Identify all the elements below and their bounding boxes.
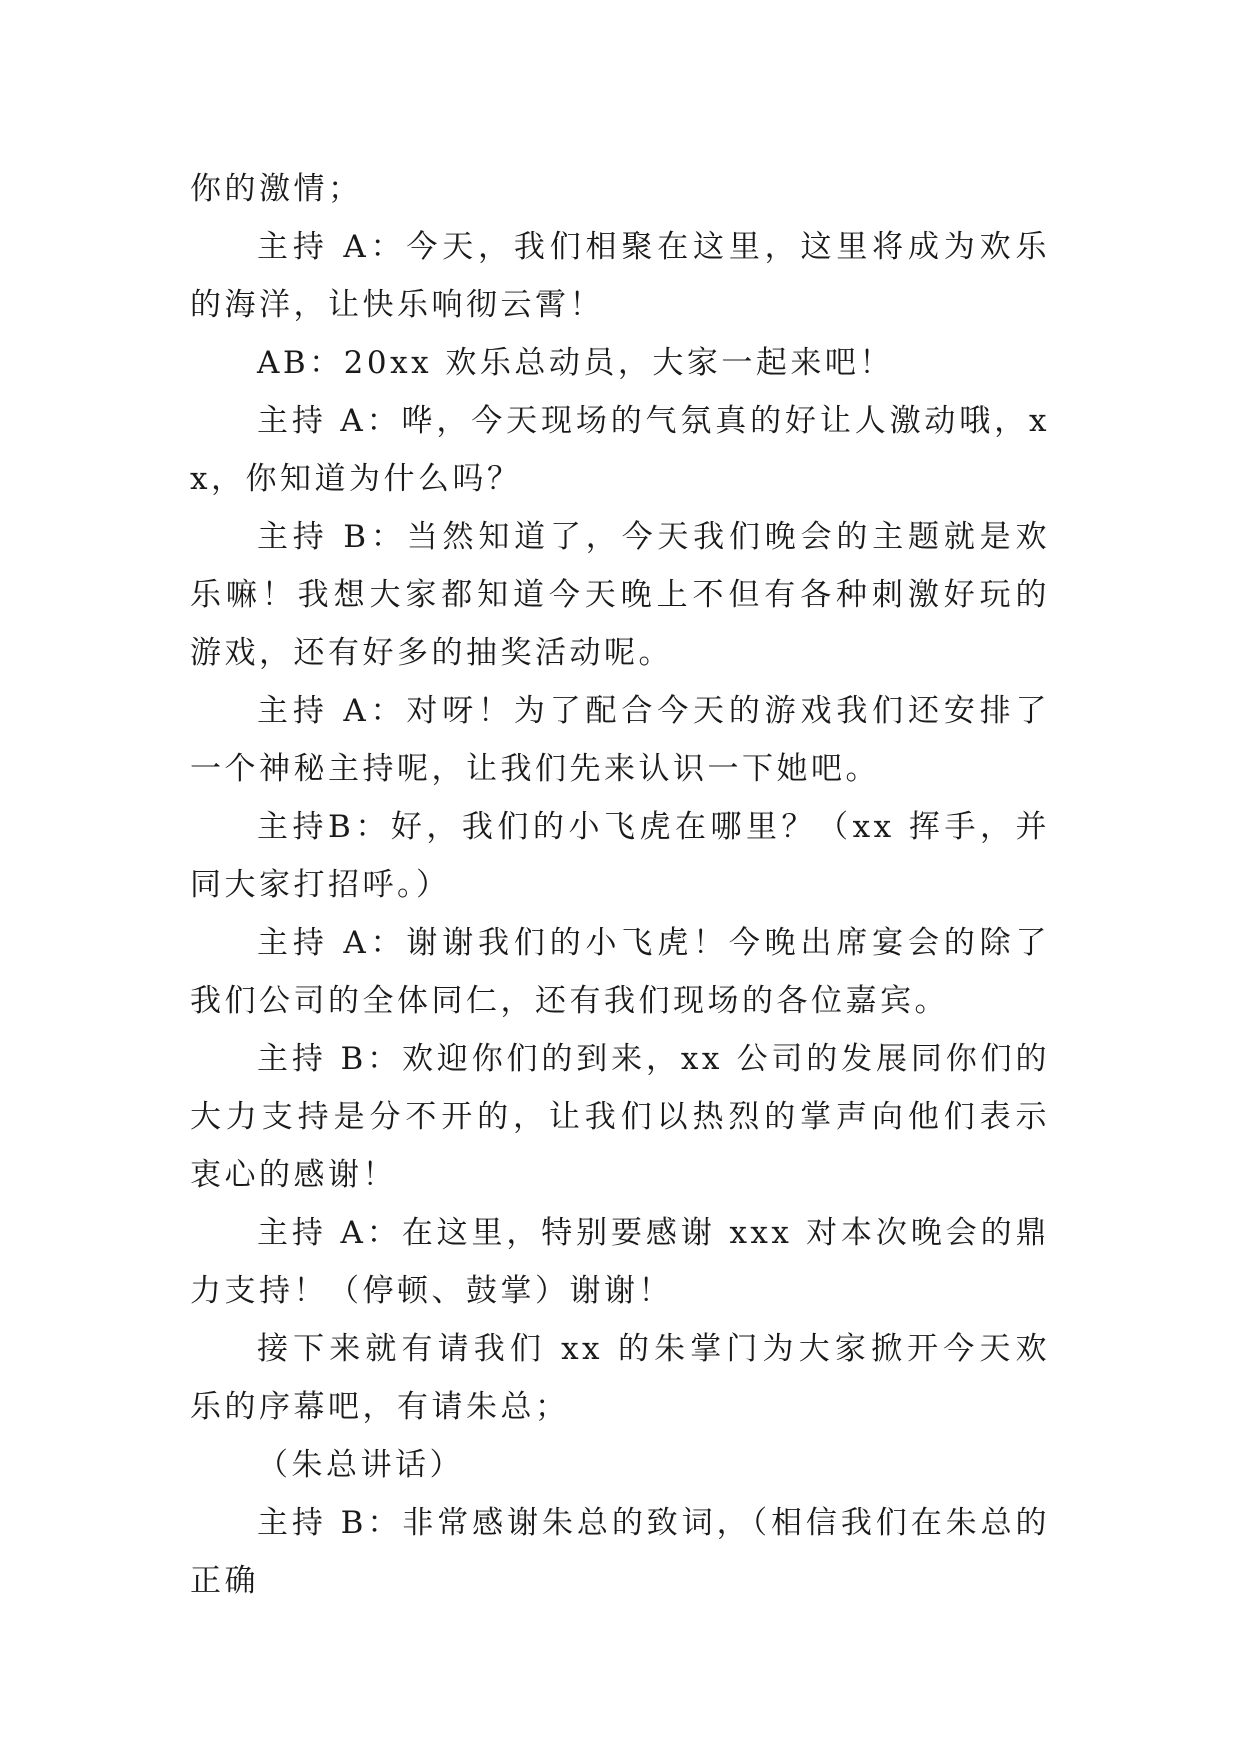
paragraph: 你的激情； [190, 171, 363, 207]
paragraph: 主持 A：谢谢我们的小飞虎！今晚出席宴会的除了我们公司的全体同仁，还有我们现场的各位嘉宾。 [190, 925, 1050, 1019]
paragraph: 主持 A：在这里，特别要感谢 xxx 对本次晚会的鼎力支持！（停顿、鼓掌）谢谢！ [190, 1215, 1050, 1309]
paragraph: 主持 B：当然知道了，今天我们晚会的主题就是欢乐嘛！我想大家都知道今天晚上不但有各种刺激好玩的游戏，还有好多的抽奖活动呢。 [190, 519, 1050, 671]
paragraph: 主持 B：欢迎你们的到来，xx 公司的发展同你们的大力支持是分不开的，让我们以热烈的掌声向他们表示衷心的感谢！ [190, 1041, 1050, 1193]
paragraph: 主持 B：非常感谢朱总的致词，（相信我们在朱总的正确 [190, 1505, 1050, 1599]
paragraph: 主持B：好，我们的小飞虎在哪里？（xx 挥手，并同大家打招呼。） [190, 809, 1050, 903]
paragraph: 接下来就有请我们 xx 的朱掌门为大家掀开今天欢乐的序幕吧，有请朱总； [190, 1331, 1050, 1425]
paragraph: AB：20xx 欢乐总动员，大家一起来吧！ [257, 345, 894, 381]
paragraph: （朱总讲话） [257, 1447, 464, 1483]
paragraph: 主持 A：今天，我们相聚在这里，这里将成为欢乐的海洋，让快乐响彻云霄！ [190, 229, 1050, 323]
paragraph: 主持 A：对呀！为了配合今天的游戏我们还安排了一个神秘主持呢，让我们先来认识一下她吧。 [190, 693, 1050, 787]
body-text [190, 160, 1050, 1610]
paragraph: 主持 A：哗，今天现场的气氛真的好让人激动哦，xx，你知道为什么吗？ [190, 403, 1050, 497]
